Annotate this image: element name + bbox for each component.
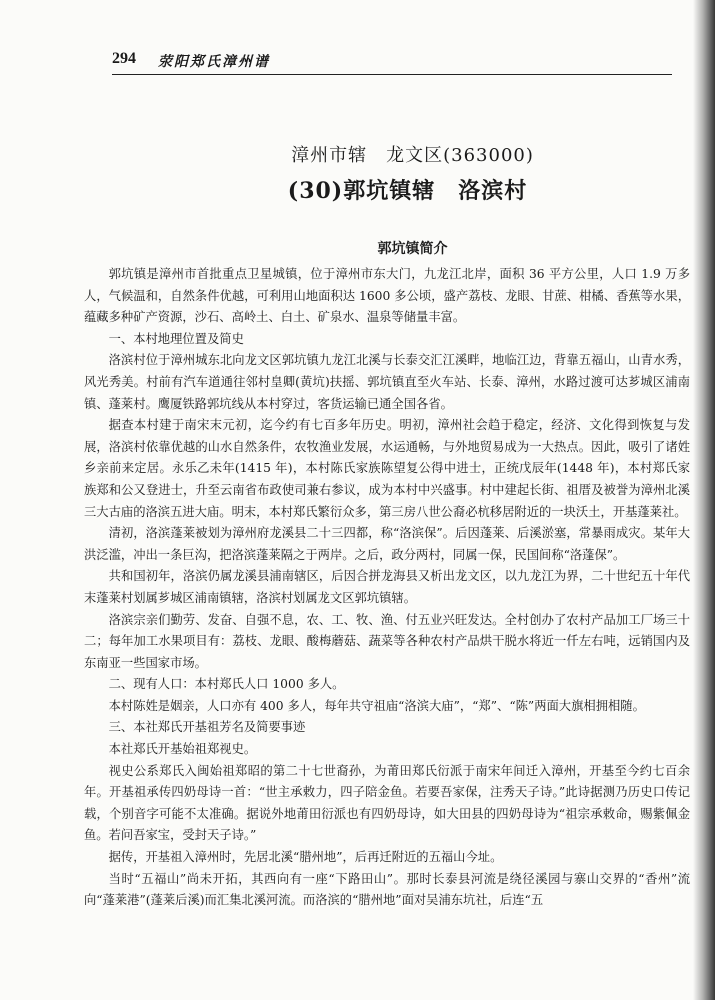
paragraph: 清初，洛滨蓬莱被划为漳州府龙溪县二十三四都，称“洛滨保”。后因蓬莱、后溪淤塞，常暴雨成灾。某年大洪泛滥，冲出一条巨沟，把洛滨蓬莱隔之于两岸。之后，政分两村，同属一保，民国间称“洛蓬保”。 (84, 526, 690, 562)
page-number: 294 (112, 50, 136, 67)
paragraph: 洛滨村位于漳州城东北向龙文区郭坑镇九龙江北溪与长泰交汇江溪畔，地临江边，背靠五福山，山青水秀，风光秀美。村前有汽车道通往邻村皇卿(黄坑)扶摇、郭坑镇直至火车站、长泰、漳州，水路过渡可达芗城区浦南镇、蓬莱村。鹰厦铁路郭坑线从本村穿过，客货运输已通全国各省。 (84, 353, 690, 411)
paragraph: 洛滨宗亲们勤劳、发奋、自强不息，农、工、牧、渔、付五业兴旺发达。全村创办了农村产品加工厂场三十二；每年加工水果项目有：荔枝、龙眼、酸梅蘑菇、蔬菜等各种农村产品烘干脱水将近一仟左右吨，远销国内及东南亚一些国家市场。 (84, 612, 690, 670)
subheading: 三、本社郑氏开基祖芳名及简要事迹 (108, 720, 306, 735)
subheading: 二、现有人口：本村郑氏人口 1000 多人。 (108, 677, 345, 692)
paragraph: 共和国初年，洛滨仍属龙溪县浦南辖区，后因合拼龙海县又析出龙文区，以九龙江为界，二十世纪五十年代末蓬莱村划属芗城区浦南镇辖，洛滨村划属龙文区郭坑镇辖。 (84, 569, 690, 605)
paragraph: 本村陈姓是姻亲，人口亦有 400 多人，每年共守祖庙“洛滨大庙”，“郑”、“陈”两面大旗相拥相随。 (108, 698, 645, 713)
paragraph: 当时“五福山”尚未开拓，其西向有一座“下路田山”。那时长泰县河流是绕径溪园与寨山交界的“香州”流向“蓬莱港”(蓬莱后溪)而汇集北溪河流。而洛滨的“腊州地”面对吴浦东坑社，后连“五 (84, 871, 690, 908)
region-heading: 漳州市辖 龙文区(363000) (291, 145, 534, 166)
running-header (112, 46, 672, 75)
paragraph: 据传，开基祖入漳州时，先居北溪“腊州地”，后再迁附近的五福山今址。 (108, 850, 503, 865)
paragraph: 郭坑镇是漳州市首批重点卫星城镇，位于漳州市东大门，九龙江北岸，面积 36 平方公里，人口 1.9 万多人，气候温和，自然条件优越，可利用山地面积达 1600 多公顷，盛产荔枝、龙眼、甘蔗、柑橘、香蕉等水果，蕴藏多种矿产资源，沙石、高岭土、白土、矿泉水、温泉等储量丰富。 (84, 267, 690, 325)
body-text (84, 264, 690, 912)
section-title: 郭坑镇简介 (377, 241, 448, 257)
binding-shadow (693, 0, 715, 1000)
paragraph: 视史公系郑氏入闽始祖郑昭的第二十七世裔孙，为莆田郑氏衍派于南宋年间迁入漳州，开基至今约七百余年。开基祖承传四奶母诗一首：“世主承敕力，四子陪金鱼。若要吾家保，注秀天子诗。”此诗据测乃历史口传记载，个别音字可能不太准确。据说外地莆田衍派也有四奶母诗，如大田县的四奶母诗为“祖宗承敕命，赐紫佩金鱼。若问吾家宝，受封天子诗。” (84, 763, 690, 843)
book-title: 荥阳郑氏漳州谱 (158, 54, 270, 70)
paragraph: 本社郑氏开基始祖郑视史。 (108, 742, 257, 757)
subheading: 一、本村地理位置及简史 (108, 331, 244, 346)
village-heading: (30)郭坑镇辖 洛滨村 (287, 178, 528, 204)
paragraph: 据查本村建于南宋末元初，迄今约有七百多年历史。明初，漳州社会趋于稳定，经济、文化得到恢复与发展，洛滨村依靠优越的山水自然条件，农牧渔业发展，水运通畅，与外地贸易成为一大热点。因此，吸引了诸姓乡亲前来定居。永乐乙未年(1415 年)，本村陈氏家族陈望复公得中进士，正统戊辰年(1448 年)，本村郑氏家族郑和公又登进士，升至云南省布政使司兼右参议，成为本村中兴盛事。村中建起长街、祖厝及被誉为漳州北溪三大古庙的洛滨五进大庙。明末，本村郑氏繁衍众多，第三房八世公裔必杭移居附近的一块沃土，开基蓬莱社。 (84, 418, 690, 519)
